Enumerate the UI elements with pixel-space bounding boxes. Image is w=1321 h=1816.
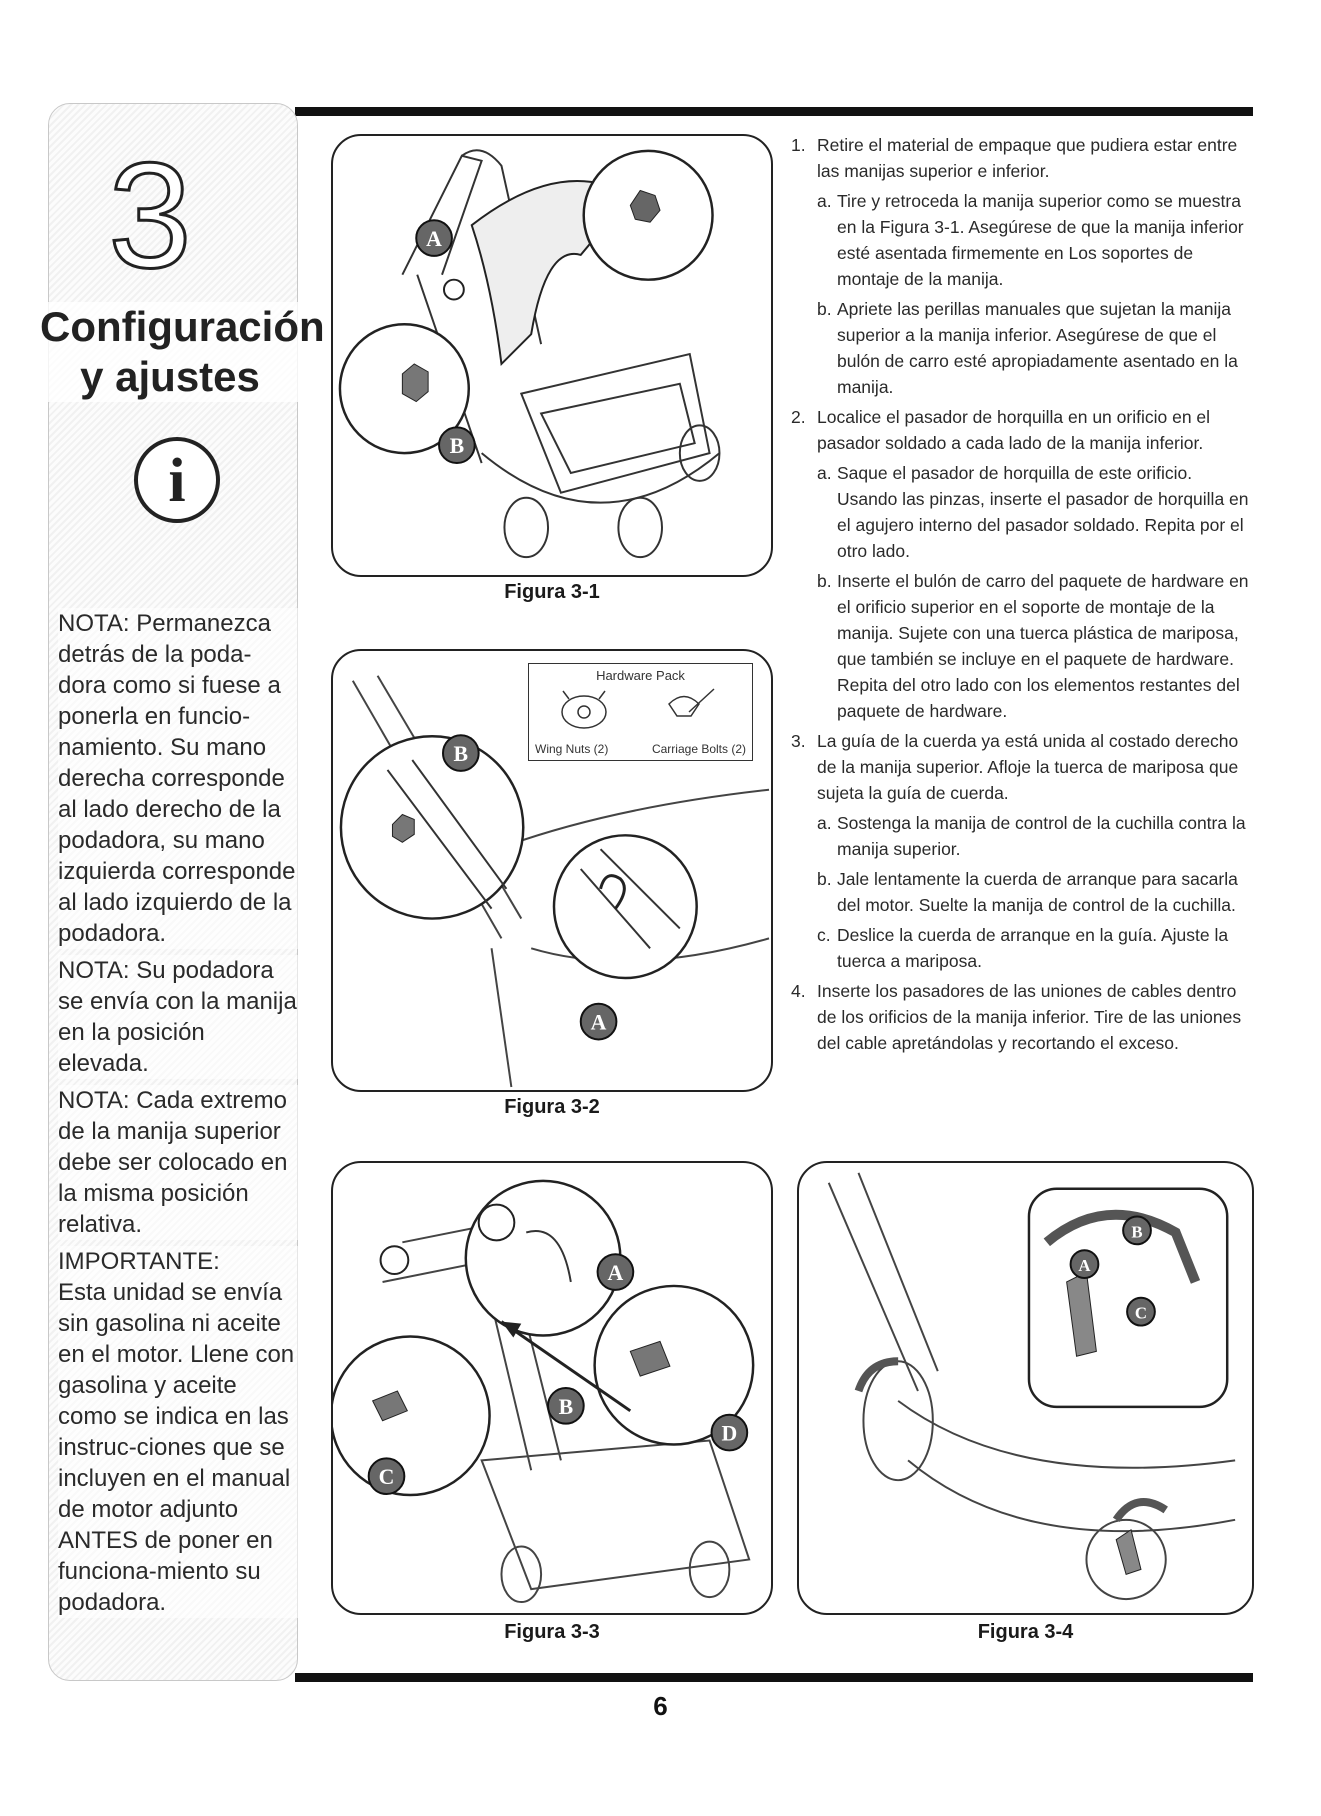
figure-3-4-label-c (1127, 1298, 1155, 1326)
important-heading: IMPORTANTE: (58, 1246, 298, 1277)
wing-nut-icon (562, 691, 606, 728)
figure-3-3-label-c (369, 1458, 405, 1494)
figure-3-3-label-a (598, 1254, 634, 1290)
sub-letter: b. (817, 299, 832, 319)
step-3b (817, 866, 1253, 918)
step-2 (791, 404, 1253, 456)
chapter-title-line1: Configuración (40, 303, 325, 350)
info-icon: i (134, 437, 220, 523)
sub-text: Tire y retroceda la manija superior como se muestra en la Figura 3-1. Asegúrese de que la manija inferior esté asentada firmemente en Los soportes de montaje de la manija. (837, 191, 1244, 289)
step-number: 2. (791, 407, 806, 427)
sub-letter: a. (817, 813, 832, 833)
step-1 (791, 132, 1253, 184)
figure-3-4 (797, 1161, 1254, 1615)
figure-3-1-caption: Figura 3-1 (504, 581, 600, 603)
important-text: Esta unidad se envía sin gasolina ni aceite en el motor. Llene con gasolina y aceite como se indica en las instruc-ciones que se incluyen en el manual de motor adjunto ANTES de poner en funciona-miento su podadora. (58, 1277, 298, 1618)
svg-text:A: A (426, 227, 442, 251)
bottom-rule (295, 1673, 1253, 1682)
figure-3-3-label-b (548, 1388, 584, 1424)
svg-text:B: B (558, 1394, 574, 1419)
svg-text:A: A (590, 1010, 607, 1035)
step-text: La guía de la cuerda ya está unida al costado derecho de la manija superior. Afloje la tuerca de mariposa que sujeta la guía de cuerda. (817, 731, 1239, 803)
step-number: 3. (791, 731, 806, 751)
figure-3-2-label-a (581, 1004, 617, 1040)
svg-text:B: B (453, 742, 469, 766)
figure-3-4-label-a (1071, 1250, 1099, 1278)
note-2: NOTA: Su podadora se envía con la manija en la posición elevada. (58, 957, 297, 1077)
hardware-pack-box (528, 663, 753, 761)
svg-text:C: C (378, 1465, 395, 1490)
svg-text:A: A (1078, 1256, 1091, 1276)
sub-letter: a. (817, 463, 832, 483)
sub-text: Jale lentamente la cuerda de arranque para sacarla del motor. Suelte la manija de control de la cuchilla. (837, 869, 1238, 915)
step-text: Localice el pasador de horquilla en un orificio en el pasador soldado a cada lado de la manija inferior. (817, 407, 1211, 453)
note-1: NOTA: Permanezca detrás de la poda-dora como si fuese a ponerla en funcio-namiento. Su mano derecha corresponde al lado derecho de la podadora, su mano izquierda corresponde al lado izquierdo de la podadora. (58, 608, 298, 949)
sub-text: Deslice la cuerda de arranque en la guía. Ajuste la tuerca a mariposa. (837, 925, 1229, 971)
figure-3-4-illustration (799, 1163, 1252, 1613)
step-text: Retire el material de empaque que pudiera estar entre las manijas superior e inferior. (817, 135, 1238, 181)
figure-3-2-caption: Figura 3-2 (504, 1096, 600, 1118)
chapter-number: 3 (108, 131, 192, 299)
svg-text:B: B (449, 434, 465, 459)
sub-letter: c. (817, 925, 831, 945)
sub-letter: b. (817, 571, 832, 591)
sub-text: Inserte el bulón de carro del paquete de hardware en el orificio superior en el soporte de montaje de la manija. Sujete con una tuerca plástica de mariposa, que también se incluye en el paquete de hardware. Repita del otro lado con los elementos restantes del paquete de hardware. (837, 571, 1249, 721)
page-number: 6 (653, 1691, 668, 1721)
figure-3-1 (331, 134, 773, 577)
figure-3-3-illustration (333, 1163, 771, 1613)
step-3c (817, 922, 1253, 974)
figure-3-3-caption: Figura 3-3 (504, 1621, 600, 1643)
step-2b (817, 568, 1253, 724)
step-4 (791, 978, 1253, 1056)
figure-3-4-label-b (1123, 1217, 1151, 1245)
step-2a (817, 460, 1253, 564)
figure-3-1-label-a (416, 220, 452, 256)
sub-text: Apriete las perillas manuales que sujetan la manija superior a la manija inferior. Asegúrese de que el bulón de carro esté apropiadamente asentado en la manija. (837, 299, 1238, 397)
hardware-pack-bolts: Carriage Bolts (2) (651, 742, 746, 756)
top-rule (295, 107, 1253, 116)
sub-text: Saque el pasador de horquilla de este orificio. Usando las pinzas, inserte el pasador de horquilla en el agujero interno del pasador soldado. Repita por el otro lado. (837, 463, 1249, 561)
figure-3-1-label-b (439, 427, 475, 463)
step-3a (817, 810, 1253, 862)
figure-3-2 (331, 649, 773, 1092)
svg-text:C: C (1134, 1303, 1148, 1323)
figure-3-3-label-d (712, 1415, 748, 1451)
step-3 (791, 728, 1253, 806)
figure-3-2-label-b (443, 735, 479, 771)
hardware-pack-title: Hardware Pack (596, 668, 685, 683)
hardware-pack-nuts: Wing Nuts (2) (535, 742, 609, 756)
carriage-bolt-icon (669, 689, 714, 716)
note-3: NOTA: Cada extremo de la manija superior debe ser colocado en la misma posición relativa. (58, 1085, 298, 1240)
step-number: 4. (791, 981, 806, 1001)
step-number: 1. (791, 135, 806, 155)
figure-3-1-illustration (333, 136, 771, 575)
sub-letter: a. (817, 191, 832, 211)
svg-text:A: A (607, 1260, 624, 1285)
figure-3-4-caption: Figura 3-4 (977, 1621, 1074, 1643)
figure-3-3 (331, 1161, 773, 1615)
step-text: Inserte los pasadores de las uniones de cables dentro de los orificios de la manija inferior. Tire de las uniones del cable apretándolas y recortando el exceso. (817, 981, 1242, 1053)
chapter-title-line2: y ajustes (40, 352, 300, 402)
step-1b (817, 296, 1253, 400)
chapter-title (40, 302, 325, 402)
sub-letter: b. (817, 869, 832, 889)
instructions (791, 132, 1253, 1060)
sub-text: Sostenga la manija de control de la cuchilla contra la manija superior. (837, 813, 1246, 859)
step-1a (817, 188, 1253, 292)
svg-text:B: B (1131, 1222, 1143, 1242)
sidebar-notes (58, 608, 298, 1624)
svg-text:D: D (721, 1421, 738, 1446)
